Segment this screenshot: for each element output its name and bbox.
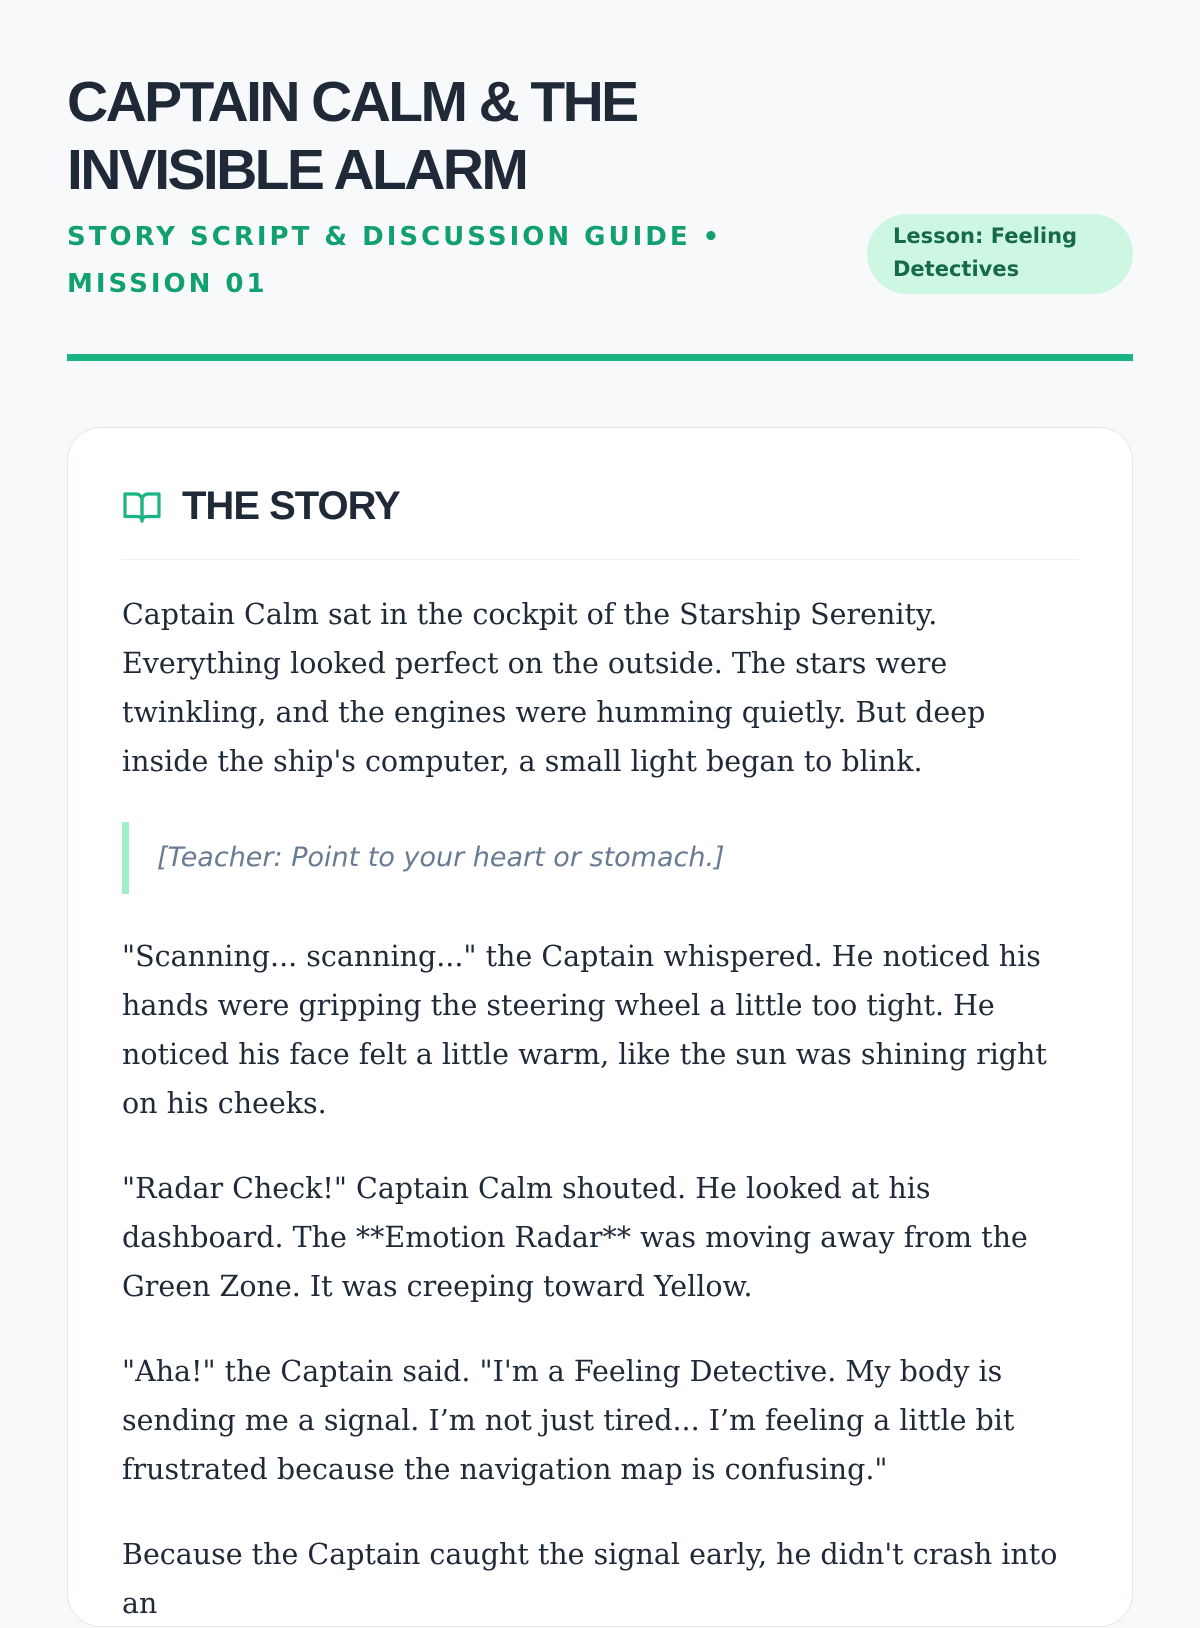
teacher-note-text: [Teacher: Point to your heart or stomach.] [157, 842, 725, 873]
story-paragraph: "Scanning... scanning..." the Captain whispered. He noticed his hands were gripping the steering wheel a little too tight. He noticed his face felt a little warm, like the sun was shining right on his cheeks. [122, 940, 1047, 1120]
story-card-header [122, 484, 1078, 560]
lesson-badge: Lesson: Feeling Detectives [867, 214, 1133, 294]
story-paragraph: "Aha!" the Captain said. "I'm a Feeling Detective. My body is sending me a signal. I’m not just tired... I’m feeling a little bit frustrated because the navigation map is confusing." [122, 1355, 1015, 1486]
story-paragraph: Because the Captain caught the signal early, he didn't crash into an [122, 1538, 1058, 1620]
story-paragraph: Captain Calm sat in the cockpit of the Starship Serenity. Everything looked perfect on the outside. The stars were twinkling, and the engines were humming quietly. But deep inside the ship's computer, a small light began to blink. [122, 598, 986, 778]
page-title: CAPTAIN CALM & THE INVISIBLE ALARM [67, 70, 637, 202]
teacher-note [122, 822, 1078, 894]
page-subtitle: STORY SCRIPT & DISCUSSION GUIDE • MISSION 01 [67, 222, 723, 299]
story-card [67, 427, 1133, 1627]
story-body [122, 560, 1078, 1628]
page-header [67, 68, 1133, 361]
story-paragraph: "Radar Check!" Captain Calm shouted. He looked at his dashboard. The **Emotion Radar** was moving away from the Green Zone. It was creeping toward Yellow. [122, 1172, 1028, 1303]
story-heading: THE STORY [182, 484, 400, 528]
open-book-icon [122, 489, 162, 525]
